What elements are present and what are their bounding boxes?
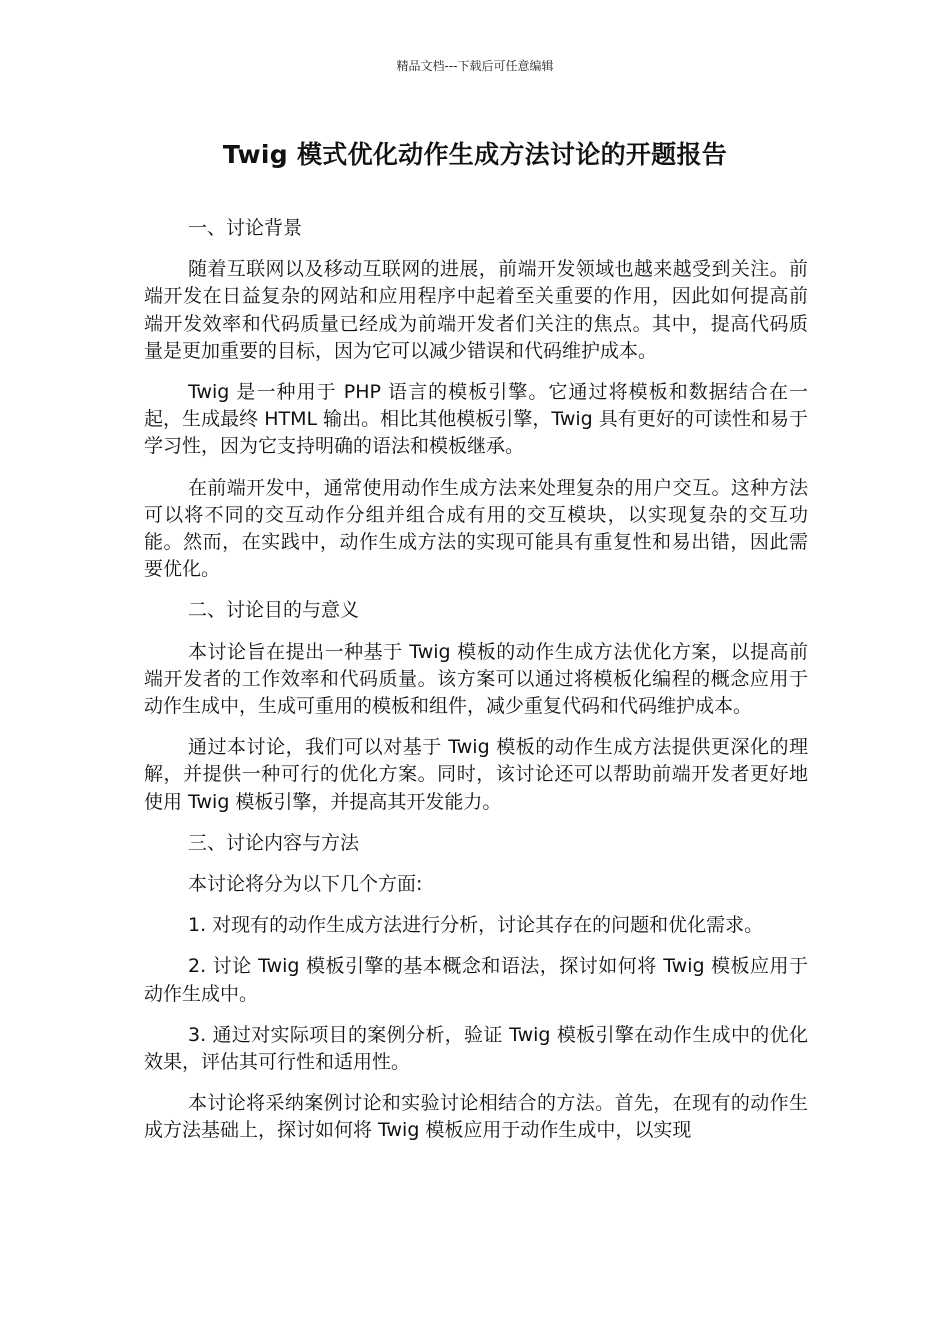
list-item: 1. 对现有的动作生成方法进行分析，讨论其存在的问题和优化需求。 — [188, 914, 764, 937]
section-heading-purpose: 二、讨论目的与意义 — [188, 599, 360, 622]
page-header: 精品文档---下载后可任意编辑 — [396, 59, 554, 73]
body-paragraph: 通过本讨论，我们可以对基于 Twig 模板的动作生成方法提供更深化的理解，并提供一种可行的优化方案。同时，该讨论还可以帮助前端开发者更好地使用 Twig 模板引擎，并提高其开发能力。 — [144, 736, 808, 813]
body-paragraph: 随着互联网以及移动互联网的进展，前端开发领域也越来越受到关注。前端开发在日益复杂的网站和应用程序中起着至关重要的作用，因此如何提高前端开发效率和代码质量已经成为前端开发者们关注的焦点。其中，提高代码质量是更加重要的目标，因为它可以减少错误和代码维护成本。 — [144, 258, 808, 362]
section-heading-content-method: 三、讨论内容与方法 — [188, 831, 360, 854]
document-title: Twig 模式优化动作生成方法讨论的开题报告 — [222, 140, 728, 169]
section-heading-background: 一、讨论背景 — [188, 217, 303, 239]
list-item: 2. 讨论 Twig 模板引擎的基本概念和语法，探讨如何将 Twig 模板应用于动作生成中。 — [144, 955, 808, 1005]
body-paragraph: 本讨论旨在提出一种基于 Twig 模板的动作生成方法优化方案，以提高前端开发者的工作效率和代码质量。该方案可以通过将模板化编程的概念应用于动作生成中，生成可重用的模板和组件，减少重复代码和代码维护成本。 — [144, 640, 808, 718]
body-paragraph: 本讨论将采纳案例讨论和实验讨论相结合的方法。首先，在现有的动作生成方法基础上，探讨如何将 Twig 模板应用于动作生成中，以实现 — [144, 1092, 808, 1142]
body-paragraph: Twig 是一种用于 PHP 语言的模板引擎。它通过将模板和数据结合在一起，生成最终 HTML 输出。相比其他模板引擎，Twig 具有更好的可读性和易于学习性，因为它支持明确的语法和模板继承。 — [144, 381, 808, 458]
document-body — [144, 215, 808, 1159]
list-item: 3. 通过对实际项目的案例分析，验证 Twig 模板引擎在动作生成中的优化效果，评估其可行性和适用性。 — [144, 1023, 808, 1074]
body-paragraph: 本讨论将分为以下几个方面: — [188, 873, 423, 896]
body-paragraph: 在前端开发中，通常使用动作生成方法来处理复杂的用户交互。这种方法可以将不同的交互动作分组并组合成有用的交互模块，以实现复杂的交互功能。然而，在实践中，动作生成方法的实现可能具有重复性和易出错，因此需要优化。 — [144, 476, 808, 581]
